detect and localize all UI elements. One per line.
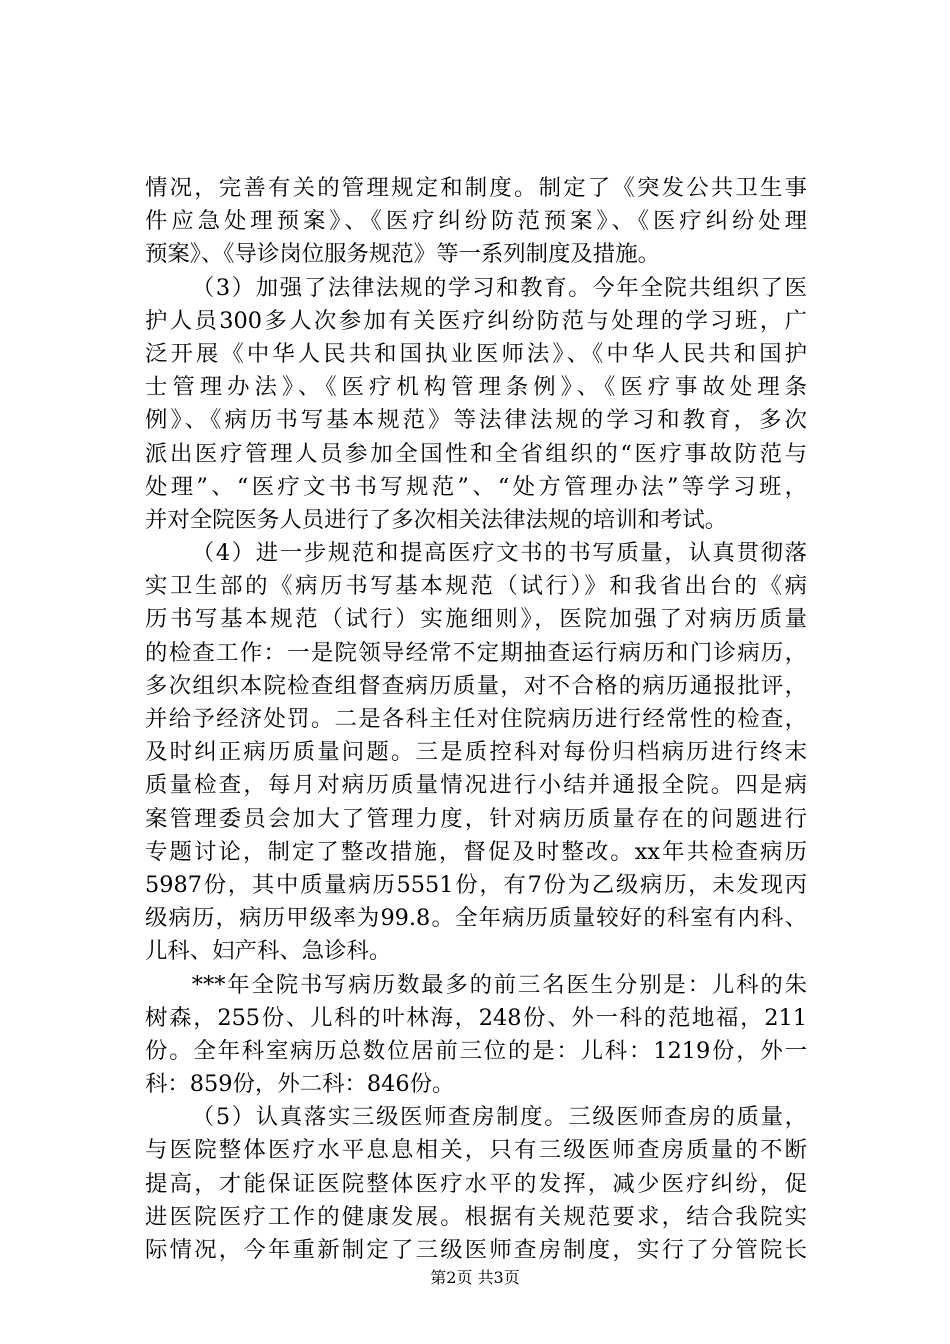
- text-line: 的检查工作：一是院领导经常不定期抽查运行病历和门诊病历，: [145, 639, 807, 666]
- text-line: 并给予经济处罚。二是各科主任对住院病历进行经常性的检查，: [145, 706, 807, 732]
- text-line: 士管理办法》、《医疗机构管理条例》、《医疗事故处理条: [145, 374, 807, 401]
- text-line: 与医院整体医疗水平息息相关，只有三级医师查房质量的不断: [145, 1137, 807, 1164]
- text-line: 历书写基本规范（试行）实施细则》，医院加强了对病历质量: [145, 606, 807, 633]
- document-body: [145, 172, 807, 1267]
- text-line: 科：859份，外二科：846份。: [145, 1071, 455, 1098]
- text-line: （3）加强了法律法规的学习和教育。今年全院共组织了医: [191, 274, 807, 301]
- text-line: 儿科、妇产科、急诊科。: [145, 938, 392, 965]
- text-line: 质量检查，每月对病历质量情况进行小结并通报全院。四是病: [145, 772, 807, 799]
- text-line: 情况，完善有关的管理规定和制度。制定了《突发公共卫生事: [145, 175, 807, 201]
- text-line: 份。全年科室病历总数位居前三位的是：儿科：1219份，外一: [145, 1037, 807, 1064]
- text-line: 多次组织本院检查组督查病历质量，对不合格的病历通报批评，: [145, 672, 807, 699]
- text-line: 实卫生部的《病历书写基本规范（试行）》和我省出台的《病: [145, 573, 807, 600]
- text-line: 处理”、“医疗文书书写规范”、“处方管理办法”等学习班，: [145, 473, 807, 500]
- text-line: 护人员300多人次参加有关医疗纠纷防范与处理的学习班，广: [145, 307, 807, 334]
- text-line: ***年全院书写病历数最多的前三名医生分别是：儿科的朱: [191, 971, 807, 998]
- text-line: 专题讨论，制定了整改措施，督促及时整改。xx年共检查病历: [145, 838, 807, 865]
- text-line: 提高，才能保证医院整体医疗水平的发挥，减少医疗纠纷，促: [145, 1170, 807, 1197]
- text-line: 5987份，其中质量病历5551份，有7份为乙级病历，未发现丙: [145, 871, 807, 898]
- text-line: 案管理委员会加大了管理力度，针对病历质量存在的问题进行: [145, 805, 807, 832]
- text-line: 及时纠正病历质量问题。三是质控科对每份归档病历进行终末: [145, 739, 807, 766]
- text-line: 进医院医疗工作的健康发展。根据有关规范要求，结合我院实: [145, 1203, 807, 1230]
- text-line: 泛开展《中华人民共和国执业医师法》、《中华人民共和国护: [145, 340, 807, 367]
- text-line: （4）进一步规范和提高医疗文书的书写质量，认真贯彻落: [191, 540, 807, 567]
- text-line: 际情况，今年重新制定了三级医师查房制度，实行了分管院长: [145, 1237, 807, 1263]
- text-line: 并对全院医务人员进行了多次相关法律法规的培训和考试。: [145, 506, 728, 533]
- text-line: 派出医疗管理人员参加全国性和全省组织的“医疗事故防范与: [145, 440, 807, 467]
- text-line: 例》、《病历书写基本规范》等法律法规的学习和教育，多次: [145, 407, 807, 434]
- text-line: 级病历，病历甲级率为99.8。全年病历质量较好的科室有内科、: [145, 905, 807, 932]
- text-line: 件应急处理预案》、《医疗纠纷防范预案》、《医疗纠纷处理: [145, 208, 807, 235]
- text-line: 树森，255份、儿科的叶林海，248份、外一科的范地福，211: [145, 1004, 807, 1031]
- page-footer: 第2页 共3页: [430, 1268, 520, 1287]
- text-line: （5）认真落实三级医师查房制度。三级医师查房的质量，: [191, 1104, 807, 1131]
- text-line: 预案》、《导诊岗位服务规范》等一系列制度及措施。: [145, 241, 660, 268]
